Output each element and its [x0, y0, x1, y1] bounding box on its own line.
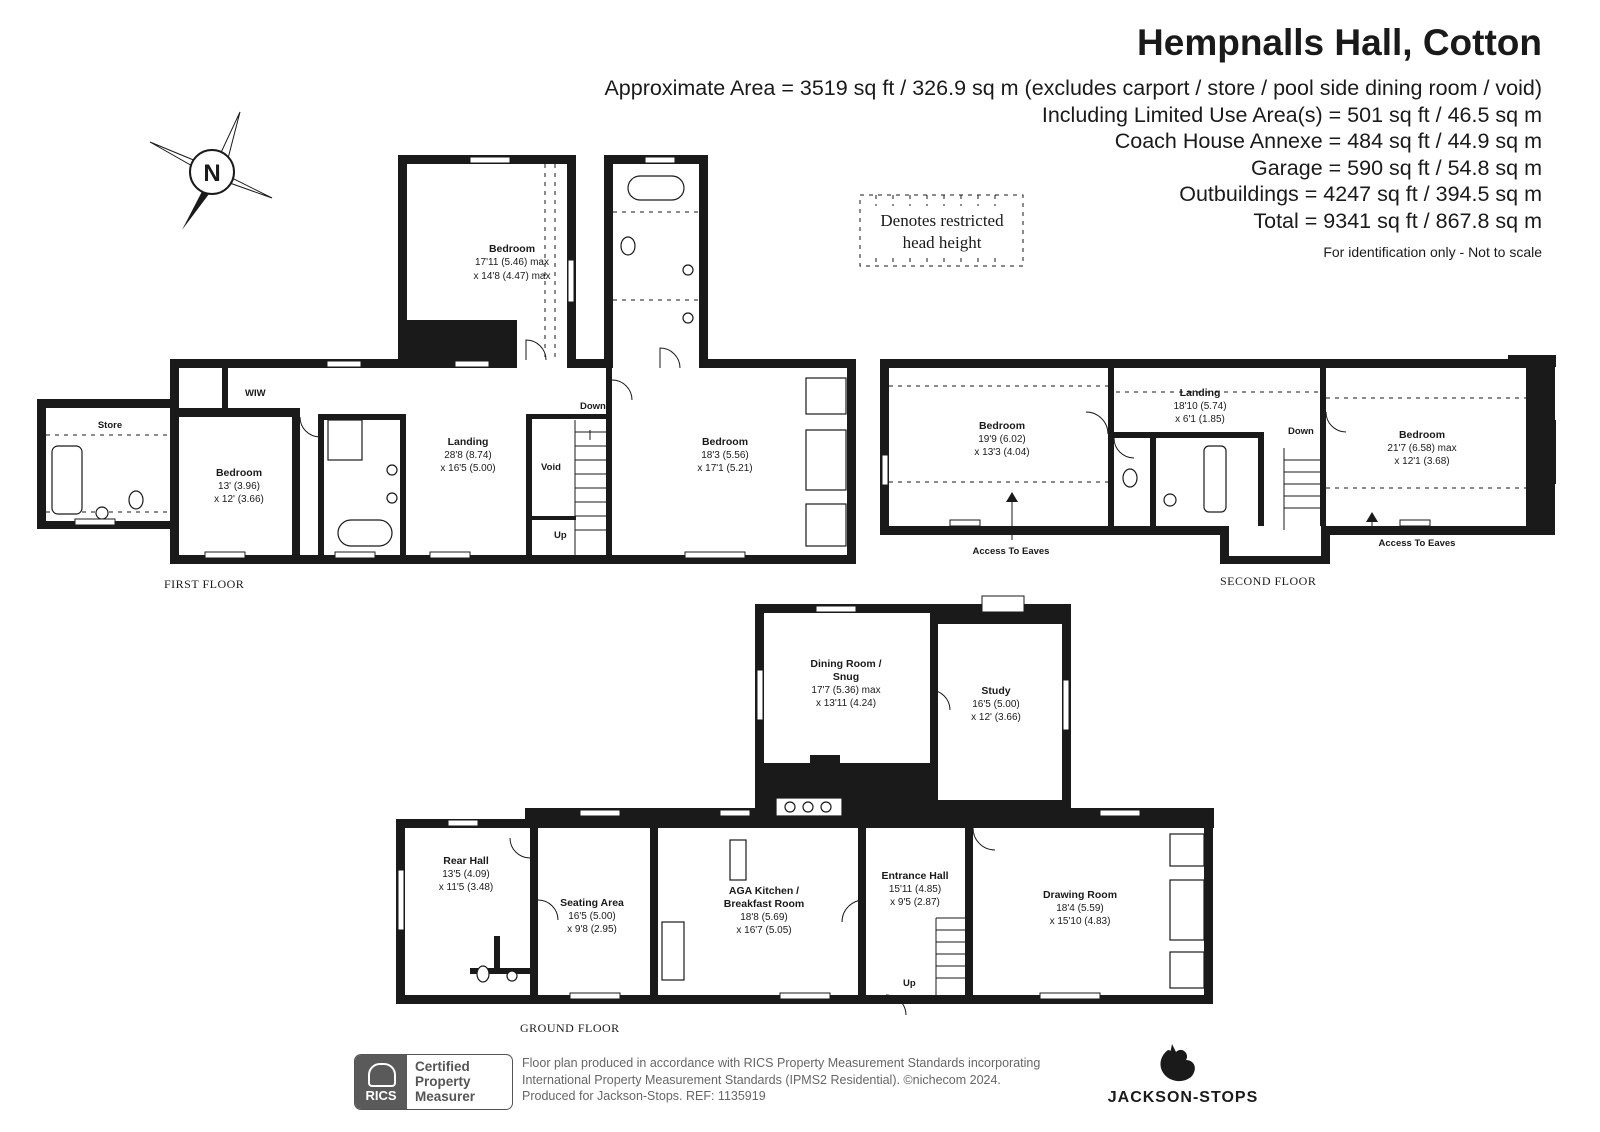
basin-icon: [387, 493, 397, 503]
room-dimension: 21'7 (6.58) max: [1387, 443, 1457, 454]
legend-line: Denotes restricted: [880, 211, 1004, 230]
room-dimension: x 6'1 (1.85): [1175, 414, 1225, 425]
shower-icon: [328, 420, 362, 460]
room-dimension: 19'9 (6.02): [978, 434, 1026, 445]
rics-cert-line: Measurer: [415, 1089, 476, 1104]
rics-cert-line: Certified: [415, 1059, 470, 1074]
room-dimension: 16'5 (5.00): [568, 911, 616, 922]
bathtub-icon: [1204, 446, 1226, 512]
room-dimension: 18'4 (5.59): [1056, 903, 1104, 914]
second-floor-label: SECOND FLOOR: [1220, 574, 1317, 588]
ground-floor-label: GROUND FLOOR: [520, 1021, 620, 1035]
compass-icon: [150, 112, 272, 230]
room-dimension: x 14'8 (4.47) max: [473, 271, 551, 282]
room-dimension: 18'8 (5.69): [740, 912, 788, 923]
plan-title: Hempnalls Hall, Cotton: [1137, 22, 1542, 63]
room-name: Seating Area: [560, 897, 624, 909]
room-dimension: 28'8 (8.74): [444, 450, 492, 461]
basin-icon: [683, 313, 693, 323]
room-name: Bedroom: [701, 436, 749, 448]
basin-icon: [387, 465, 397, 475]
stairs-down-label: Down: [1288, 426, 1314, 437]
eaves-access-label: Access To Eaves: [1378, 538, 1456, 549]
room-dimension: x 11'5 (3.48): [438, 882, 494, 893]
room-dimension: 13' (3.96): [218, 481, 260, 492]
room-name: Bedroom: [488, 243, 536, 255]
room-dimension: x 12' (3.66): [214, 494, 264, 505]
first-floor-plan: [37, 155, 856, 591]
area-line: Approximate Area = 3519 sq ft / 326.9 sq m (excludes carport / store / pool side dining room / void): [604, 76, 1542, 100]
room-name: AGA Kitchen /: [728, 885, 800, 897]
room-wiw-label: WIW: [245, 388, 266, 399]
basin-icon: [683, 265, 693, 275]
room-dimension: x 9'5 (2.87): [890, 897, 940, 908]
room-name: Snug: [832, 671, 860, 683]
restricted-height-legend: [860, 195, 1023, 266]
room-dimension: 17'11 (5.46) max: [475, 257, 549, 268]
footer-notes: [522, 1055, 1040, 1105]
bathtub-icon: [628, 176, 684, 200]
area-line: Garage = 590 sq ft / 54.8 sq m: [1250, 155, 1542, 180]
bathtub-icon: [52, 446, 82, 514]
stairs-up-label: Up: [903, 978, 916, 989]
room-name: Landing: [447, 436, 489, 448]
basin-icon: [1164, 494, 1176, 506]
bathtub-icon: [338, 520, 392, 546]
room-name: Bedroom: [978, 420, 1026, 432]
area-line: Coach House Annexe = 484 sq ft / 44.9 sq m: [1114, 129, 1542, 154]
footer-line: Produced for Jackson-Stops. REF: 1135919: [522, 1089, 766, 1103]
toilet-icon: [129, 491, 143, 509]
basin-icon: [96, 507, 108, 519]
room-dimension: x 17'1 (5.21): [697, 463, 753, 474]
toilet-icon: [1123, 469, 1137, 487]
room-dimension: x 13'11 (4.24): [815, 698, 877, 709]
jackson-stops-logo-icon: [1161, 1044, 1195, 1081]
room-name: Drawing Room: [1042, 889, 1118, 901]
room-name: Bedroom: [215, 467, 263, 479]
ground-floor-plan: [396, 596, 1214, 1035]
room-dimension: 18'3 (5.56): [701, 450, 749, 461]
area-line: Outbuildings = 4247 sq ft / 394.5 sq m: [1179, 182, 1542, 207]
room-dimension: 15'11 (4.85): [888, 884, 942, 895]
compass-north-label: N: [203, 160, 221, 187]
rics-cert-line: Property: [415, 1074, 471, 1089]
second-floor-plan: [880, 355, 1556, 588]
void-label: Void: [541, 462, 561, 473]
room-store-label: Store: [97, 420, 123, 431]
stairs-down-label: Down: [580, 401, 606, 412]
eaves-access-label: Access To Eaves: [972, 546, 1050, 557]
rics-logo: [355, 1055, 407, 1109]
room-dimension: 17'7 (5.36) max: [811, 685, 881, 696]
room-dimension: x 12'1 (3.68): [1394, 456, 1450, 467]
room-name: Breakfast Room: [723, 898, 805, 910]
room-name: Rear Hall: [443, 855, 489, 867]
area-line: Including Limited Use Area(s) = 501 sq ft / 46.5 sq m: [1041, 102, 1542, 127]
room-name: Landing: [1179, 387, 1221, 399]
room-dimension: x 12' (3.66): [971, 712, 1021, 723]
room-dimension: x 9'8 (2.95): [567, 924, 617, 935]
room-dimension: x 13'3 (4.04): [974, 447, 1030, 458]
rics-lion-icon: [368, 1063, 396, 1087]
footer-line: Floor plan produced in accordance with RICS Property Measurement Standards incorporating: [522, 1056, 1041, 1070]
room-name: Bedroom: [1398, 429, 1446, 441]
room-dimension: 16'5 (5.00): [972, 699, 1020, 710]
rics-certified-badge: [354, 1054, 513, 1110]
legend-line: head height: [902, 233, 982, 252]
area-line: Total = 9341 sq ft / 867.8 sq m: [1253, 208, 1542, 233]
basin-icon: [507, 971, 517, 981]
first-floor-label: FIRST FLOOR: [164, 577, 245, 591]
room-dimension: x 16'7 (5.05): [736, 925, 792, 936]
room-dimension: 18'10 (5.74): [1173, 401, 1227, 412]
footer-line: International Property Measurement Standards (IPMS2 Residential). ©nichecom 2024.: [522, 1072, 1001, 1087]
room-name: Entrance Hall: [881, 870, 949, 882]
brand-name: JACKSON-STOPS: [1107, 1089, 1259, 1106]
room-name: Dining Room /: [810, 658, 882, 670]
rics-abbr: RICS: [365, 1088, 397, 1103]
stairs-up-label: Up: [554, 530, 567, 541]
rics-cert-text: [415, 1059, 475, 1104]
toilet-icon: [621, 237, 635, 255]
room-name: Study: [981, 685, 1011, 697]
room-dimension: x 15'10 (4.83): [1049, 916, 1111, 927]
toilet-icon: [477, 966, 489, 982]
room-dimension: x 16'5 (5.00): [440, 463, 496, 474]
scale-disclaimer: For identification only - Not to scale: [1323, 244, 1542, 260]
room-dimension: 13'5 (4.09): [442, 869, 490, 880]
